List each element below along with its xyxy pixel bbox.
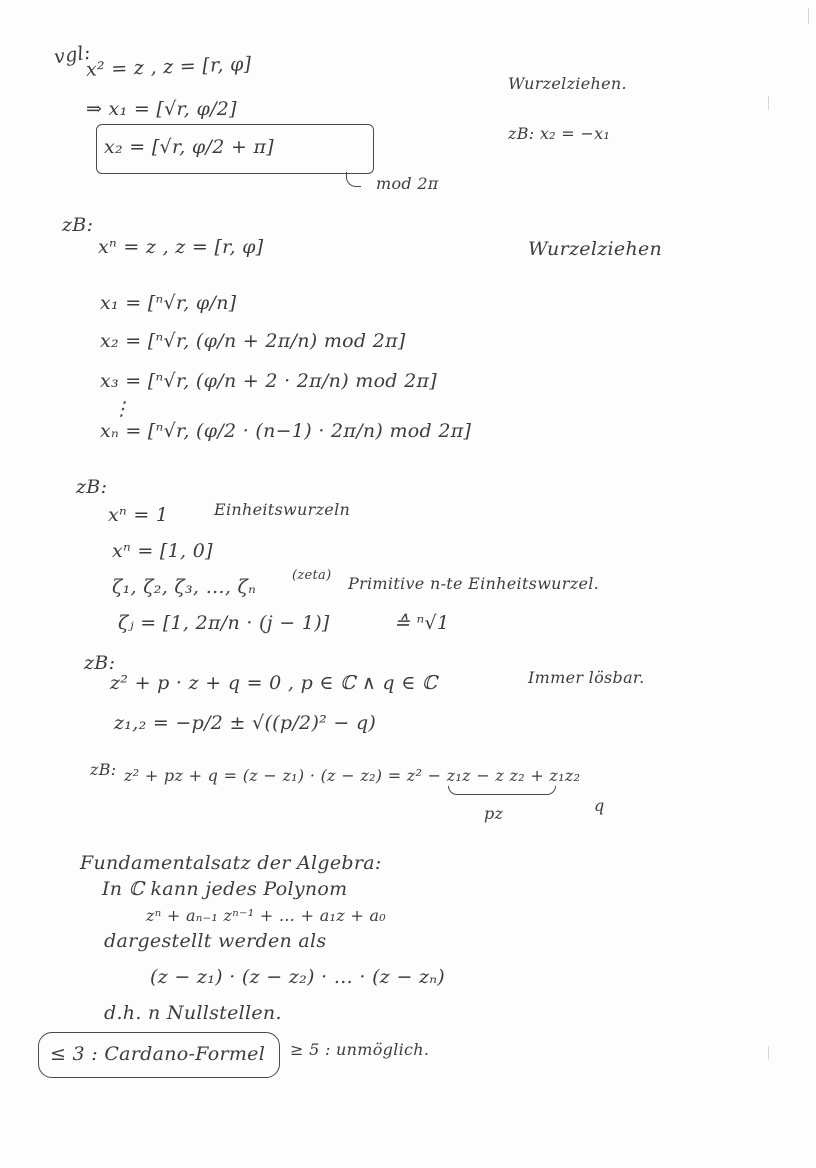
scan-edge-mark bbox=[768, 96, 769, 110]
note-line: q bbox=[594, 796, 605, 815]
note-line: d.h. n Nullstellen. bbox=[104, 1002, 282, 1024]
scan-edge-mark bbox=[768, 1046, 769, 1060]
note-line: xₙ = [ⁿ√r, (φ/2 · (n−1) · 2π/n) mod 2π] bbox=[100, 420, 472, 442]
note-line: xⁿ = [1, 0] bbox=[112, 540, 213, 562]
note-line: Primitive n-te Einheitswurzel. bbox=[348, 574, 600, 593]
note-line: Wurzelziehen. bbox=[508, 74, 627, 93]
scan-edge-mark bbox=[808, 8, 809, 24]
note-line: ⇒ x₁ = [√r, φ/2] bbox=[86, 98, 237, 120]
note-line: xⁿ = z , z = [r, φ] bbox=[98, 236, 264, 258]
note-line: x² = z , z = [r, φ] bbox=[85, 53, 252, 81]
note-line: Wurzelziehen bbox=[528, 238, 663, 260]
note-line: (z − z₁) · (z − z₂) · … · (z − zₙ) bbox=[150, 966, 446, 988]
note-line: zB: bbox=[90, 760, 117, 779]
note-line: x₁ = [ⁿ√r, φ/n] bbox=[100, 292, 237, 314]
note-line: ≥ 5 : unmöglich. bbox=[290, 1040, 430, 1059]
note-line: Fundamentalsatz der Algebra: bbox=[80, 852, 382, 874]
note-line: x₃ = [ⁿ√r, (φ/n + 2 · 2π/n) mod 2π] bbox=[100, 370, 437, 392]
underbrace bbox=[448, 786, 556, 795]
note-line: z² + pz + q = (z − z₁) · (z − z₂) = z² − z₁z − z z₂ + z₁z₂ bbox=[124, 766, 581, 785]
note-line: pz bbox=[484, 804, 504, 823]
note-line: ⋮ bbox=[112, 398, 132, 420]
note-line: mod 2π bbox=[376, 174, 439, 193]
annotation-hook bbox=[346, 172, 361, 187]
note-line: xⁿ = 1 bbox=[108, 504, 169, 526]
note-line: Immer lösbar. bbox=[528, 668, 645, 687]
note-line: ≤ 3 : Cardano-Formel bbox=[50, 1043, 266, 1065]
note-line: In ℂ kann jedes Polynom bbox=[102, 878, 348, 900]
note-line: zB: bbox=[62, 214, 94, 236]
note-line: vgl: bbox=[52, 41, 92, 69]
note-line: ζ₁, ζ₂, ζ₃, …, ζₙ bbox=[112, 576, 257, 598]
note-line: zB: bbox=[84, 652, 116, 674]
note-line: zB: x₂ = −x₁ bbox=[508, 124, 611, 143]
note-line: zⁿ + aₙ₋₁ zⁿ⁻¹ + … + a₁z + a₀ bbox=[146, 906, 387, 925]
note-line: z₁,₂ = −p/2 ± √((p/2)² − q) bbox=[114, 712, 377, 734]
note-line: x₂ = [√r, φ/2 + π] bbox=[104, 136, 275, 158]
note-line: x₂ = [ⁿ√r, (φ/n + 2π/n) mod 2π] bbox=[100, 330, 406, 352]
note-line: Einheitswurzeln bbox=[214, 500, 351, 519]
note-line: zB: bbox=[76, 476, 108, 498]
note-line: ζⱼ = [1, 2π/n · (j − 1)] bbox=[118, 612, 330, 634]
note-line: (zeta) bbox=[292, 568, 332, 583]
note-line: ≙ ⁿ√1 bbox=[394, 612, 450, 634]
note-line: z² + p · z + q = 0 , p ∈ ℂ ∧ q ∈ ℂ bbox=[110, 672, 438, 694]
note-line: dargestellt werden als bbox=[104, 930, 327, 952]
